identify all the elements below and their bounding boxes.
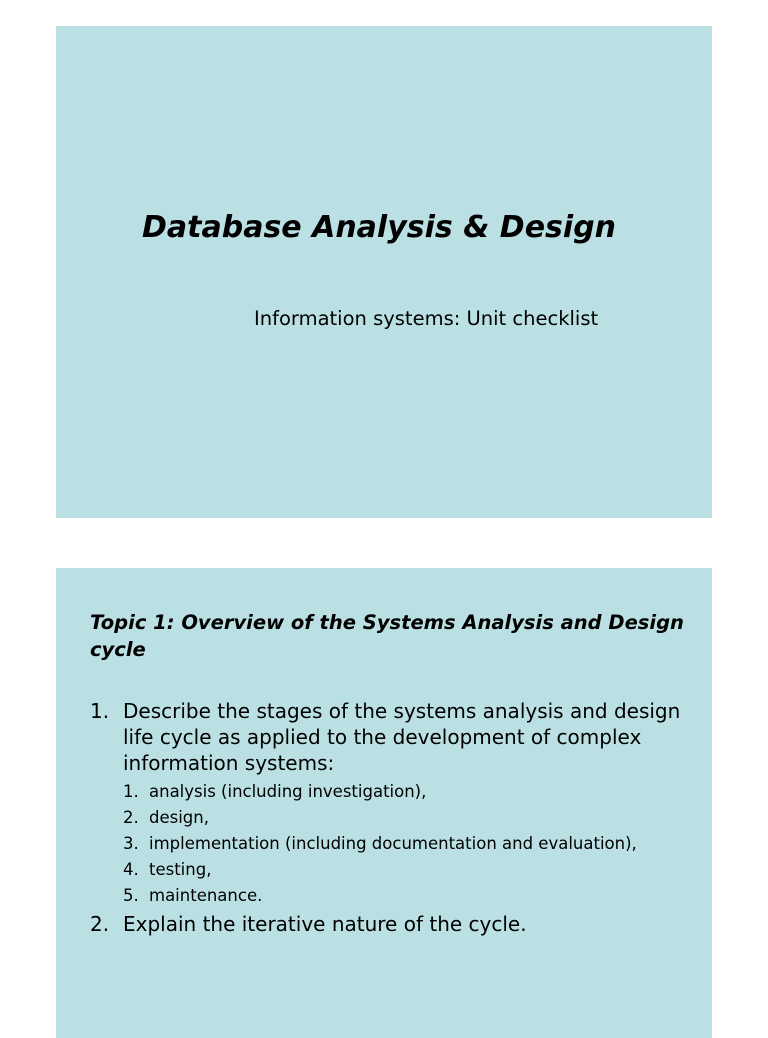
stage-item-number: 2. (123, 808, 139, 827)
stage-list (123, 781, 690, 907)
stage-item-number: 1. (123, 782, 139, 801)
slide-subtitle: Information systems: Unit checklist (254, 307, 599, 330)
stage-item (123, 781, 690, 803)
stage-item (123, 833, 690, 855)
stage-item-text: maintenance. (149, 886, 263, 905)
stage-item (123, 885, 690, 907)
stage-item-text: analysis (including investigation), (149, 782, 427, 801)
stage-item-text: implementation (including documentation and evaluation), (149, 834, 637, 853)
topic-slide (56, 568, 712, 1038)
title-slide (56, 26, 712, 518)
stage-item (123, 807, 690, 829)
list-item-number: 2. (90, 912, 110, 936)
list-item-text: Explain the iterative nature of the cycle. (123, 912, 527, 936)
stage-item-text: testing, (149, 860, 212, 879)
topic-heading: Topic 1: Overview of the Systems Analysis and Design cycle (90, 611, 684, 661)
stage-item-number: 3. (123, 834, 139, 853)
slide-title: Database Analysis & Design (142, 210, 617, 245)
stage-item (123, 859, 690, 881)
list-item (90, 911, 690, 937)
list-item-number: 1. (90, 699, 110, 723)
list-item (90, 698, 690, 907)
checklist (90, 698, 690, 937)
stage-item-number: 5. (123, 886, 139, 905)
stage-item-text: design, (149, 808, 209, 827)
stage-item-number: 4. (123, 860, 139, 879)
list-item-text: Describe the stages of the systems analysis and design life cycle as applied to the development of complex information systems: (123, 699, 681, 775)
